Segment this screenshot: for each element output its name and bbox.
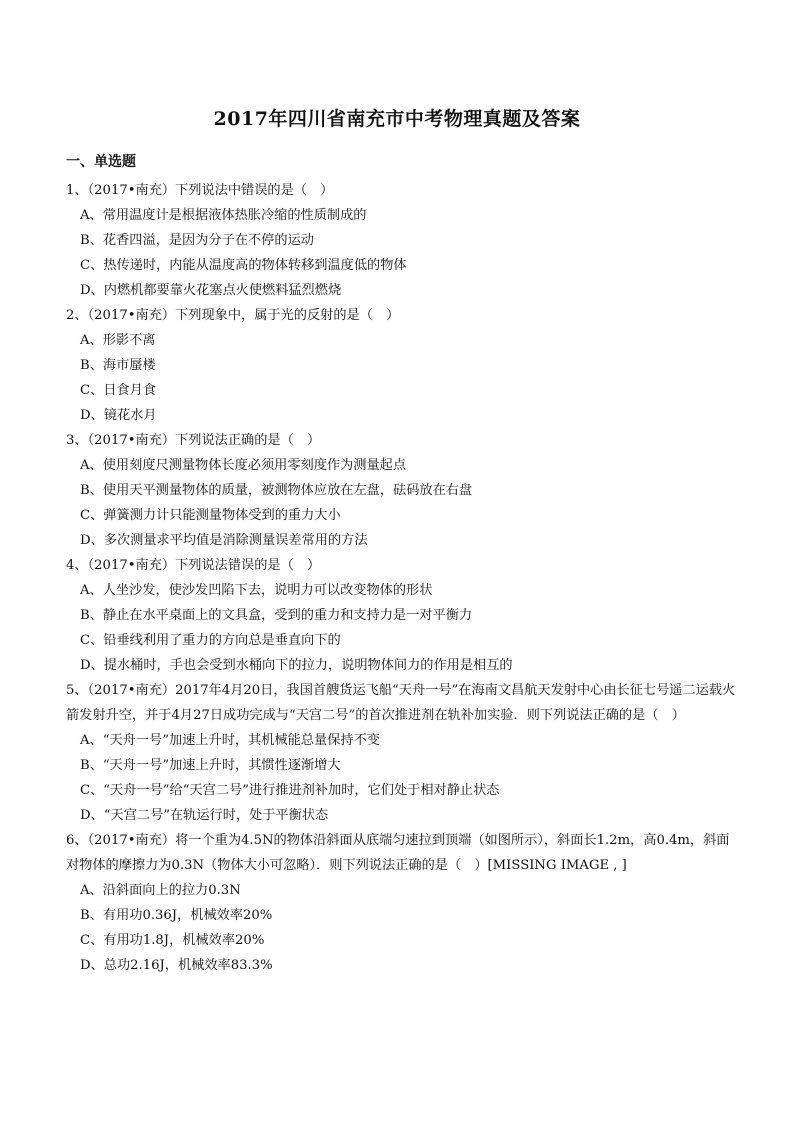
question-6 [66,828,736,978]
question-2 [66,303,736,428]
option-a: A、人坐沙发，使沙发凹陷下去，说明力可以改变物体的形状 [80,583,433,598]
option-c: C、有用功1.8J，机械效率20% [80,933,265,948]
question-3 [66,428,736,553]
option-c: C、日食月食 [80,383,157,398]
page-title: 2017年四川省南充市中考物理真题及答案 [213,108,581,130]
option-d: D、总功2.16J，机械效率83.3% [80,958,273,973]
question-stem: 2、（2017•南充）下列现象中，属于光的反射的是（ ） [66,308,400,323]
option-b: B、有用功0.36J，机械效率20% [80,908,273,923]
option-c: C、“天舟一号”给“天宫二号”进行推进剂补加时，它们处于相对静止状态 [80,783,500,798]
option-d: D、多次测量求平均值是消除测量误差常用的方法 [80,533,368,548]
question-list [66,178,736,978]
option-b: B、静止在水平桌面上的文具盒，受到的重力和支持力是一对平衡力 [80,608,473,623]
question-1 [66,178,736,303]
option-d: D、“天宫二号”在轨运行时，处于平衡状态 [80,808,329,823]
option-b: B、海市蜃楼 [80,358,156,373]
option-d: D、内燃机都要靠火花塞点火使燃料猛烈燃烧 [80,283,342,298]
option-a: A、形影不离 [80,333,156,348]
option-c: C、热传递时，内能从温度高的物体转移到温度低的物体 [80,258,407,273]
option-d: D、提水桶时，手也会受到水桶向下的拉力，说明物体间力的作用是相互的 [80,658,513,673]
option-b: B、花香四溢，是因为分子在不停的运动 [80,233,314,248]
option-a: A、“天舟一号”加速上升时，其机械能总量保持不变 [80,733,380,748]
question-5 [66,678,736,828]
question-stem: 5、（2017•南充）2017年4月20日，我国首艘货运飞船“天舟一号”在海南文昌航天发射中心由长征七号遥二运载火箭发射升空，并于4月27日成功完成与“天宫二号”的首次推进剂在轨补加实验．则下列说法正确的是（ ） [66,683,736,723]
option-c: C、铅垂线利用了重力的方向总是垂直向下的 [80,633,341,648]
question-4 [66,553,736,678]
option-d: D、镜花水月 [80,408,157,423]
option-a: A、使用刻度尺测量物体长度必须用零刻度作为测量起点 [80,458,407,473]
question-stem: 3、（2017•南充）下列说法正确的是（ ） [66,433,321,448]
option-b: B、使用天平测量物体的质量，被测物体应放在左盘，砝码放在右盘 [80,483,473,498]
question-stem: 1、（2017•南充）下列说法中错误的是（ ） [66,183,334,198]
question-stem: 6、（2017•南充）将一个重为4.5N的物体沿斜面从底端匀速拉到顶端（如图所示），斜面长1.2m，高0.4m，斜面对物体的摩擦力为0.3N（物体大小可忽略）．则下列说法正确的是（ ）[MISSING IMAGE , ] [66,833,730,873]
option-a: A、常用温度计是根据液体热胀冷缩的性质制成的 [80,208,367,223]
option-a: A、沿斜面向上的拉力0.3N [80,883,241,898]
option-c: C、弹簧测力计只能测量物体受到的重力大小 [80,508,341,523]
option-b: B、“天舟一号”加速上升时，其惯性逐渐增大 [80,758,341,773]
section-heading: 一、单选题 [66,154,136,170]
question-stem: 4、（2017•南充）下列说法错误的是（ ） [66,558,321,573]
